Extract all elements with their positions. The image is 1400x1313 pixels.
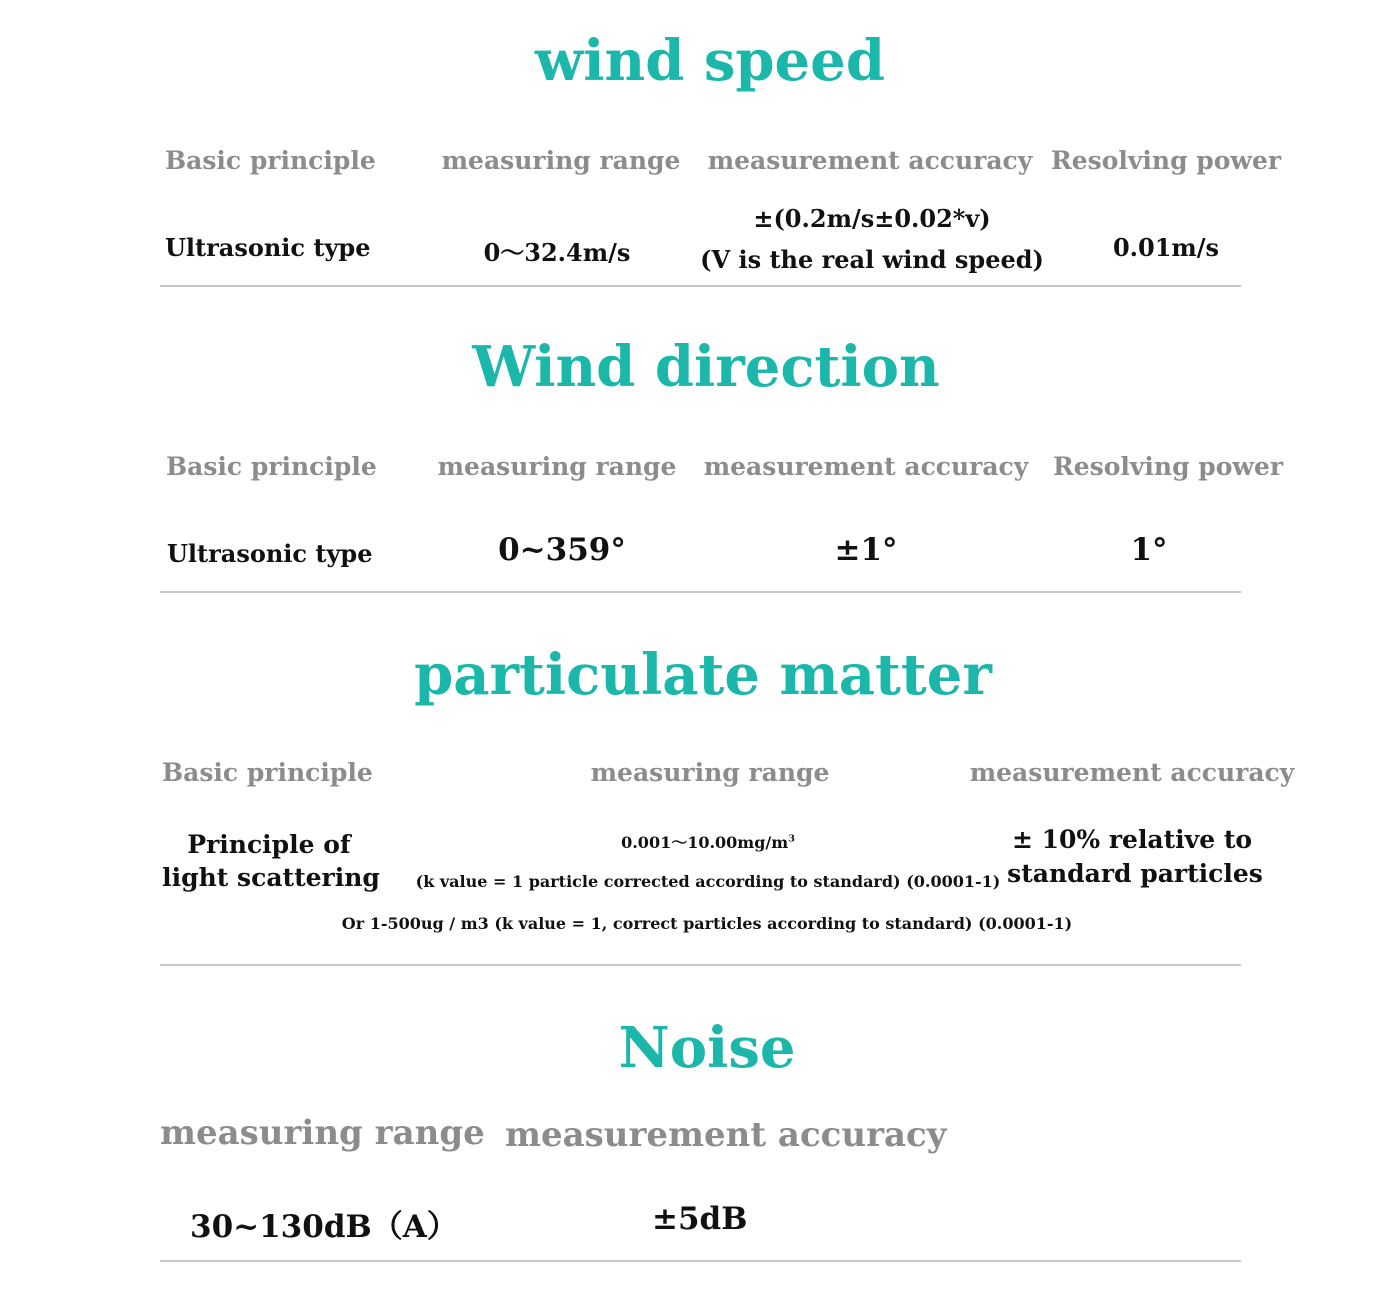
wind-speed-header-accuracy: measurement accuracy — [707, 146, 1033, 175]
wind-speed-principle: Ultrasonic type — [165, 233, 371, 262]
noise-title: Noise — [618, 1015, 796, 1081]
wind-speed-header-resolution: Resolving power — [1050, 146, 1282, 175]
wind-direction-range: 0~359° — [498, 532, 626, 568]
noise-range: 30~130dB（A） — [190, 1209, 458, 1245]
wind-direction-principle: Ultrasonic type — [167, 539, 373, 568]
wind-speed-accuracy-line1: ±(0.2m/s±0.02*v) — [753, 204, 991, 233]
pm-header-accuracy: measurement accuracy — [969, 758, 1295, 787]
wind-direction-header-resolution: Resolving power — [1052, 452, 1284, 481]
pm-range-alt: Or 1-500ug / m3 (k value = 1, correct particles according to standard) (0.0001-1) — [341, 914, 1073, 933]
wind-speed-header-principle: Basic principle — [165, 146, 376, 175]
wind-direction-divider — [160, 591, 1241, 593]
noise-divider — [160, 1260, 1241, 1262]
wind-direction-accuracy: ±1° — [834, 532, 898, 568]
pm-principle-line2: light scattering — [162, 863, 380, 892]
pm-header-range: measuring range — [590, 758, 830, 787]
wind-speed-range: 0～32.4m/s — [483, 238, 631, 267]
particulate-matter-divider — [160, 964, 1241, 966]
wind-speed-resolution: 0.01m/s — [1112, 233, 1220, 262]
particulate-matter-title: particulate matter — [414, 642, 992, 708]
noise-accuracy: ±5dB — [652, 1201, 748, 1237]
wind-speed-header-range: measuring range — [441, 146, 681, 175]
noise-header-range: measuring range — [160, 1113, 485, 1153]
noise-header-accuracy: measurement accuracy — [505, 1115, 947, 1155]
pm-principle-line1: Principle of — [187, 830, 351, 859]
wind-speed-divider — [160, 285, 1241, 287]
pm-range-main: $0.001\sim 10.00mg/m^3$ — [621, 833, 795, 852]
wind-direction-resolution: 1° — [1130, 532, 1168, 568]
wind-speed-title: wind speed — [535, 28, 885, 94]
pm-range-superscript: 3 — [788, 833, 795, 845]
pm-range-note: (k value = 1 particle corrected according to standard) (0.0001-1) — [415, 872, 1001, 891]
pm-header-principle: Basic principle — [162, 758, 373, 787]
wind-direction-header-range: measuring range — [437, 452, 677, 481]
wind-direction-title: Wind direction — [472, 334, 940, 400]
wind-direction-header-accuracy: measurement accuracy — [703, 452, 1029, 481]
pm-accuracy-line1: ± 10% relative to — [1011, 825, 1253, 854]
wind-direction-header-principle: Basic principle — [166, 452, 377, 481]
pm-accuracy-line2: standard particles — [1007, 859, 1263, 888]
wind-speed-accuracy-line2: (V is the real wind speed) — [700, 245, 1044, 274]
